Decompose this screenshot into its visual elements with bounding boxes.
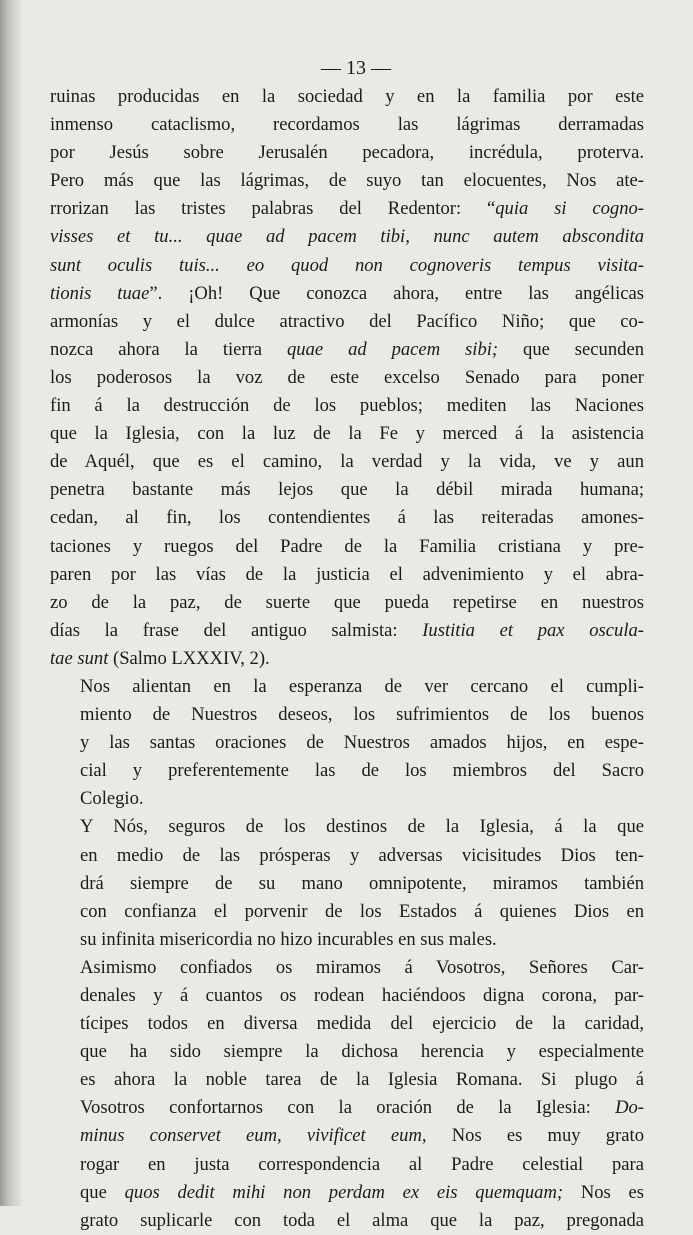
text-line: de Aquél, que es el camino, la verdad y la vida, ve y aun bbox=[50, 451, 644, 473]
text-line: es ahora la noble tarea de la Iglesia Romana. Si plugo á bbox=[80, 1069, 644, 1091]
text-line: Pero más que las lágrimas, de suyo tan elocuentes, Nos ate- bbox=[50, 170, 644, 192]
text-line: días la frase del antiguo salmista: Iustitia et pax oscula- bbox=[50, 619, 644, 641]
text-line: que la Iglesia, con la luz de la Fe y merced á la asistencia bbox=[50, 423, 644, 445]
document-page bbox=[50, 55, 644, 1235]
text-line: minus conservet eum, vivificet eum, Nos es muy grato bbox=[80, 1125, 644, 1147]
text-line: drá siempre de su mano omnipotente, miramos también bbox=[80, 872, 644, 894]
text-line: rogar en justa correspondencia al Padre celestial para bbox=[80, 1153, 644, 1175]
text-line: Y Nós, seguros de los destinos de la Iglesia, á la que bbox=[80, 816, 644, 838]
text-line: los poderosos la voz de este excelso Senado para poner bbox=[50, 366, 644, 388]
paragraph-p2 bbox=[50, 673, 644, 813]
text-line: visses et tu... quae ad pacem tibi, nunc autem abscondita bbox=[50, 226, 644, 248]
text-line: que quos dedit mihi non perdam ex eis quemquam; Nos es bbox=[80, 1181, 645, 1203]
text-line: Asimismo confiados os miramos á Vosotros, Señores Car- bbox=[80, 956, 644, 978]
text-line: su infinita misericordia no hizo incurables en sus males. bbox=[80, 928, 497, 950]
text-line: y las santas oraciones de Nuestros amados hijos, en espe- bbox=[80, 732, 644, 754]
paragraph-p4 bbox=[50, 954, 644, 1235]
text-line: denales y á cuantos os rodean haciéndoos digna corona, par- bbox=[80, 985, 644, 1006]
text-line: cial y preferentemente las de los miembros del Sacro bbox=[80, 760, 644, 782]
book-spine-shadow bbox=[0, 0, 22, 1206]
text-line: Colegio. bbox=[80, 788, 144, 810]
text-line: armonías y el dulce atractivo del Pacífico Niño; que co- bbox=[50, 310, 644, 332]
text-line: con confianza el porvenir de los Estados á quienes Dios en bbox=[80, 900, 644, 922]
text-line: tae sunt (Salmo LXXXIV, 2). bbox=[50, 647, 270, 669]
text-line: nozca ahora la tierra quae ad pacem sibi; que secunden bbox=[50, 338, 644, 360]
text-line: sunt oculis tuis... eo quod non cognoveris tempus visita- bbox=[50, 254, 644, 276]
text-line: tionis tuae”. ¡Oh! Que conozca ahora, entre las angélicas bbox=[50, 282, 644, 304]
text-line: Vosotros confortarnos con la oración de la Iglesia: Do- bbox=[80, 1097, 644, 1119]
text-line: Nos alientan en la esperanza de ver cercano el cumpli- bbox=[80, 675, 644, 697]
page-number: — 13 — bbox=[321, 57, 391, 79]
text-line: rrorizan las tristes palabras del Redentor: “quia si cogno- bbox=[50, 198, 644, 220]
text-line: por Jesús sobre Jerusalén pecadora, incrédula, proterva. bbox=[50, 142, 644, 164]
text-line: cedan, al fin, los contendientes á las reiteradas amones- bbox=[50, 507, 644, 529]
text-line: tícipes todos en diversa medida del ejercicio de la caridad, bbox=[80, 1013, 644, 1035]
text-line: que ha sido siempre la dichosa herencia y especialmente bbox=[80, 1041, 644, 1063]
paragraph-p1 bbox=[50, 83, 644, 673]
text-line: ruinas producidas en la sociedad y en la familia por este bbox=[50, 86, 644, 107]
text-line: penetra bastante más lejos que la débil mirada humana; bbox=[50, 479, 644, 501]
text-line: paren por las vías de la justicia el advenimiento y el abra- bbox=[50, 563, 644, 585]
paragraph-p3 bbox=[50, 813, 644, 953]
text-line: fin á la destrucción de los pueblos; mediten las Naciones bbox=[50, 395, 644, 417]
body-text bbox=[50, 83, 644, 1235]
text-line: zo de la paz, de suerte que pueda repetirse en nuestros bbox=[50, 591, 644, 613]
text-line: miento de Nuestros deseos, los sufrimientos de los buenos bbox=[80, 704, 644, 726]
text-line: en medio de las prósperas y adversas vicisitudes Dios ten- bbox=[80, 844, 644, 866]
text-line: taciones y ruegos del Padre de la Familia cristiana y pre- bbox=[50, 535, 644, 557]
text-line: grato suplicarle con toda el alma que la paz, pregonada bbox=[80, 1209, 644, 1231]
text-line: inmenso cataclismo, recordamos las lágrimas derramadas bbox=[50, 114, 644, 136]
